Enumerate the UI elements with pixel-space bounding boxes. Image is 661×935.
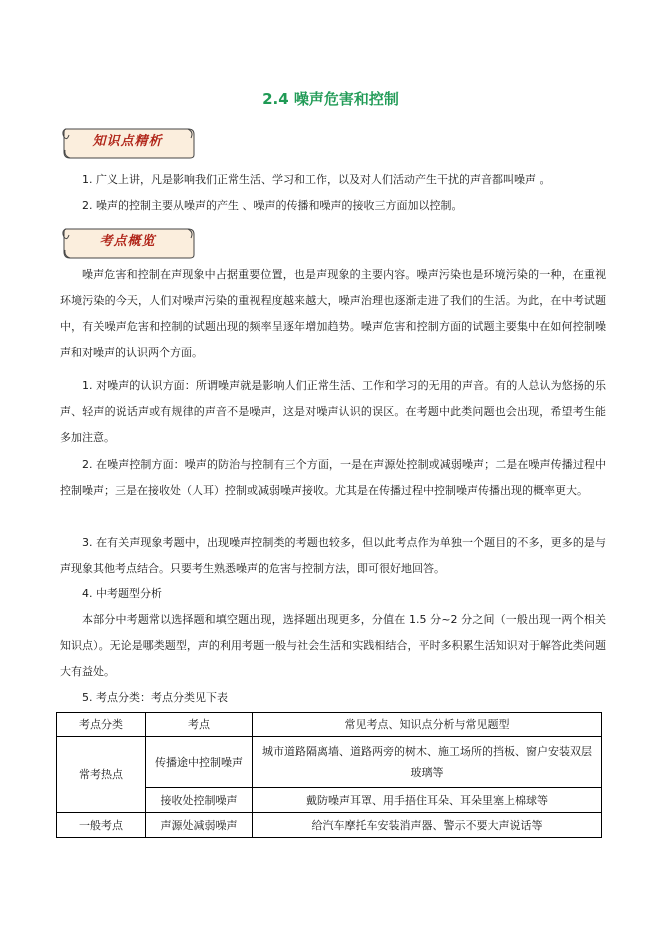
overview-exam-analysis: 本部分中考题常以选择题和填空题出现，选择题出现更多，分值在 1.5 分~2 分之间（一般出现一两个相关知识点）。无论是哪类题型，声的利用考题一般与社会生活和实践相结合，平时多积累生活知识对于解答此类问题大有益处。 xyxy=(60,613,606,678)
overview-point-2: 2. 在噪声控制方面：噪声的防治与控制有三个方面，一是在声源处控制或减弱噪声；二是在噪声传播过程中控制噪声；三是在接收处（人耳）控制或减弱噪声接收。尤其是在传播过程中控制噪声传播出现的概率更大。 xyxy=(60,458,606,497)
table-header-cell: 考点分类 xyxy=(57,713,146,737)
banner-label: 知识点精析 xyxy=(92,134,163,149)
table-group-cell: 一般考点 xyxy=(57,813,146,838)
knowledge-item-2: 2. 噪声的控制主要从噪声的产生 、噪声的传播和噪声的接收三方面加以控制。 xyxy=(82,199,463,212)
overview-paragraph: 噪声危害和控制在声现象中占据重要位置，也是声现象的主要内容。噪声污染也是环境污染的一种，在重视环境污染的今天，人们对噪声污染的重视程度越来越大，噪声治理也逐渐走进了我们的生活。为此，在中考试题中，有关噪声危害和控制的试题出现的频率呈逐年增加趋势。噪声危害和控制方面的试题主要集中在如何控制噪声和对噪声的认识两个方面。 xyxy=(60,268,606,359)
section-banner-overview xyxy=(60,225,195,261)
table-desc-cell: 给汽车摩托车安装消声器、警示不要大声说话等 xyxy=(253,813,602,838)
overview-point-1: 1. 对噪声的认识方面：所谓噪声就是影响人们正常生活、工作和学习的无用的声音。有的人总认为悠扬的乐声、轻声的说话声或有规律的声音不是噪声，这是对噪声认识的误区。在考题中此类问题也会出现，希望考生能多加注意。 xyxy=(60,379,606,444)
banner-label: 考点概览 xyxy=(99,234,156,249)
table-header-cell: 考点 xyxy=(146,713,253,737)
exam-point-table xyxy=(56,712,602,838)
table-header-cell: 常见考点、知识点分析与常见题型 xyxy=(253,713,602,737)
table-row xyxy=(57,813,602,838)
table-desc-cell: 戴防噪声耳罩、用手捂住耳朵、耳朵里塞上棉球等 xyxy=(253,788,602,813)
table-point-cell: 声源处减弱噪声 xyxy=(146,813,253,838)
knowledge-item-1: 1. 广义上讲，凡是影响我们正常生活、学习和工作，以及对人们活动产生干扰的声音都叫噪声 。 xyxy=(82,173,551,186)
overview-point-4: 4. 中考题型分析 xyxy=(82,587,162,600)
table-row xyxy=(57,737,602,788)
section-banner-knowledge xyxy=(60,125,195,161)
overview-point-5: 5. 考点分类：考点分类见下表 xyxy=(82,691,228,704)
page-title: 2.4 噪声危害和控制 xyxy=(262,90,399,108)
table-point-cell: 传播途中控制噪声 xyxy=(146,737,253,788)
table-header-row xyxy=(57,713,602,737)
table-point-cell: 接收处控制噪声 xyxy=(146,788,253,813)
table-desc-cell: 城市道路隔离墙、道路两旁的树木、施工场所的挡板、窗户安装双层玻璃等 xyxy=(253,737,602,788)
overview-point-3: 3. 在有关声现象考题中，出现噪声控制类的考题也较多，但以此考点作为单独一个题目的不多，更多的是与声现象其他考点结合。只要考生熟悉噪声的危害与控制方法，即可很好地回答。 xyxy=(60,536,606,575)
table-group-cell: 常考热点 xyxy=(57,737,146,813)
